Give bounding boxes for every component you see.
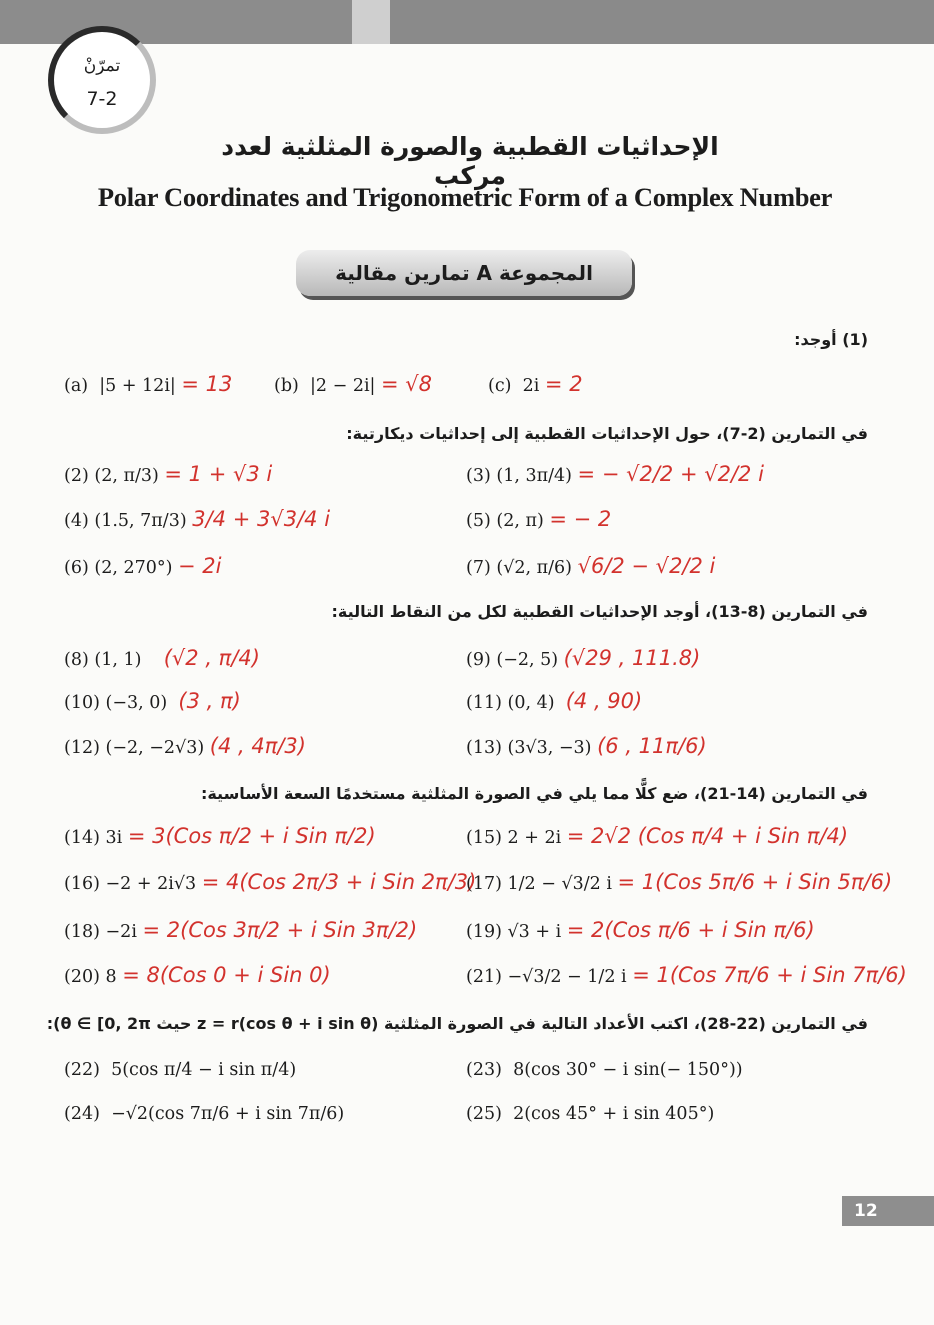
answer-19: = 2(Cos π/6 + i Sin π/6) bbox=[566, 918, 815, 942]
item-3: (3) (1, 3π/4) = − √2/2 + √2/2 i bbox=[466, 462, 764, 486]
item-11: (11) (0, 4) (4 , 90) bbox=[466, 689, 643, 713]
instruction-2: في التمارين (2-7)، حول الإحداثيات القطبية إلى إحداثيات ديكارتية: bbox=[346, 424, 868, 443]
item-b: (b) |2 − 2i| = √8 bbox=[274, 372, 433, 396]
answer-8: (√2 , π/4) bbox=[163, 646, 260, 670]
answer-7: √6/2 − √2/2 i bbox=[577, 554, 716, 578]
answer-11: (4 , 90) bbox=[565, 689, 643, 713]
instruction-3: في التمارين (8-13)، أوجد الإحداثيات القطبية لكل من النقاط التالية: bbox=[331, 602, 868, 621]
item-23: (23) 8(cos 30° − i sin(− 150°)) bbox=[466, 1060, 743, 1080]
item-6: (6) (2, 270°) − 2i bbox=[64, 554, 222, 578]
exercise-tab-code: 7-2 bbox=[86, 88, 118, 110]
group-a-banner: المجموعة A تمارين مقالية bbox=[296, 250, 632, 296]
page-title-english: Polar Coordinates and Trigonometric Form of a Complex Number bbox=[97, 182, 833, 212]
item-19: (19) √3 + i = 2(Cos π/6 + i Sin π/6) bbox=[466, 918, 815, 942]
item-5: (5) (2, π) = − 2 bbox=[466, 507, 612, 531]
item-16: (16) −2 + 2i√3 = 4(Cos 2π/3 + i Sin 2π/3) bbox=[64, 870, 477, 894]
exercise-tab-badge bbox=[48, 26, 156, 134]
answer-17: = 1(Cos 5π/6 + i Sin 5π/6) bbox=[617, 870, 893, 894]
item-22: (22) 5(cos π/4 − i sin π/4) bbox=[64, 1060, 297, 1080]
answer-20: = 8(Cos 0 + i Sin 0) bbox=[122, 963, 331, 987]
answer-6: − 2i bbox=[178, 554, 222, 578]
answer-4: 3/4 + 3√3/4 i bbox=[192, 507, 331, 531]
item-9: (9) (−2, 5) (√29 , 111.8) bbox=[466, 646, 701, 670]
item-13: (13) (3√3, −3) (6 , 11π/6) bbox=[466, 734, 707, 758]
answer-16: = 4(Cos 2π/3 + i Sin 2π/3) bbox=[201, 870, 477, 894]
answer-12: (4 , 4π/3) bbox=[209, 734, 306, 758]
item-24: (24) −√2(cos 7π/6 + i sin 7π/6) bbox=[64, 1104, 345, 1124]
answer-10: (3 , π) bbox=[178, 689, 241, 713]
answer-3: = − √2/2 + √2/2 i bbox=[577, 462, 764, 486]
answer-b: = √8 bbox=[381, 372, 433, 396]
item-17: (17) 1/2 − √3/2 i = 1(Cos 5π/6 + i Sin 5π/6) bbox=[466, 870, 893, 894]
answer-15: = 2√2 (Cos π/4 + i Sin π/4) bbox=[566, 824, 849, 848]
answer-18: = 2(Cos 3π/2 + i Sin 3π/2) bbox=[142, 918, 418, 942]
item-21: (21) −√3/2 − 1/2 i = 1(Cos 7π/6 + i Sin 7π/6) bbox=[466, 963, 907, 987]
answer-2: = 1 + √3 i bbox=[164, 462, 273, 486]
item-7: (7) (√2, π/6) √6/2 − √2/2 i bbox=[466, 554, 716, 578]
instruction-5: في التمارين (22-28)، اكتب الأعداد التالية في الصورة المثلثية z = r(cos θ + i sin θ) حيث θ ∈ [0, 2π): bbox=[46, 1014, 868, 1033]
item-14: (14) 3i = 3(Cos π/2 + i Sin π/2) bbox=[64, 824, 376, 848]
header-bar-right bbox=[390, 0, 934, 44]
item-a: (a) |5 + 12i| = 13 bbox=[64, 372, 233, 396]
answer-a: = 13 bbox=[181, 372, 233, 396]
answer-21: = 1(Cos 7π/6 + i Sin 7π/6) bbox=[632, 963, 907, 987]
item-4: (4) (1.5, 7π/3) 3/4 + 3√3/4 i bbox=[64, 507, 331, 531]
answer-9: (√29 , 111.8) bbox=[563, 646, 701, 670]
page-number: 12 bbox=[842, 1196, 934, 1226]
item-2: (2) (2, π/3) = 1 + √3 i bbox=[64, 462, 273, 486]
instruction-4: في التمارين (14-21)، ضع كلًّا مما يلي في الصورة المثلثية مستخدمًا السعة الأساسية: bbox=[200, 784, 868, 803]
answer-13: (6 , 11π/6) bbox=[597, 734, 707, 758]
item-20: (20) 8 = 8(Cos 0 + i Sin 0) bbox=[64, 963, 331, 987]
item-c: (c) 2i = 2 bbox=[488, 372, 583, 396]
header-bar-left bbox=[0, 0, 352, 44]
exercise-tab-word: تمرّنْ bbox=[83, 56, 121, 76]
answer-c: = 2 bbox=[544, 372, 583, 396]
item-10: (10) (−3, 0) (3 , π) bbox=[64, 689, 241, 713]
item-8: (8) (1, 1) (√2 , π/4) bbox=[64, 646, 260, 670]
item-12: (12) (−2, −2√3) (4 , 4π/3) bbox=[64, 734, 306, 758]
item-25: (25) 2(cos 45° + i sin 405°) bbox=[466, 1104, 715, 1124]
header-bar-gap bbox=[352, 0, 390, 44]
instruction-1: (1) أوجد: bbox=[794, 330, 868, 349]
item-18: (18) −2i = 2(Cos 3π/2 + i Sin 3π/2) bbox=[64, 918, 418, 942]
item-15: (15) 2 + 2i = 2√2 (Cos π/4 + i Sin π/4) bbox=[466, 824, 849, 848]
answer-14: = 3(Cos π/2 + i Sin π/2) bbox=[127, 824, 376, 848]
answer-5: = − 2 bbox=[549, 507, 612, 531]
page-title-arabic: الإحداثيات القطبية والصورة المثلثية لعدد مركب bbox=[221, 132, 719, 190]
